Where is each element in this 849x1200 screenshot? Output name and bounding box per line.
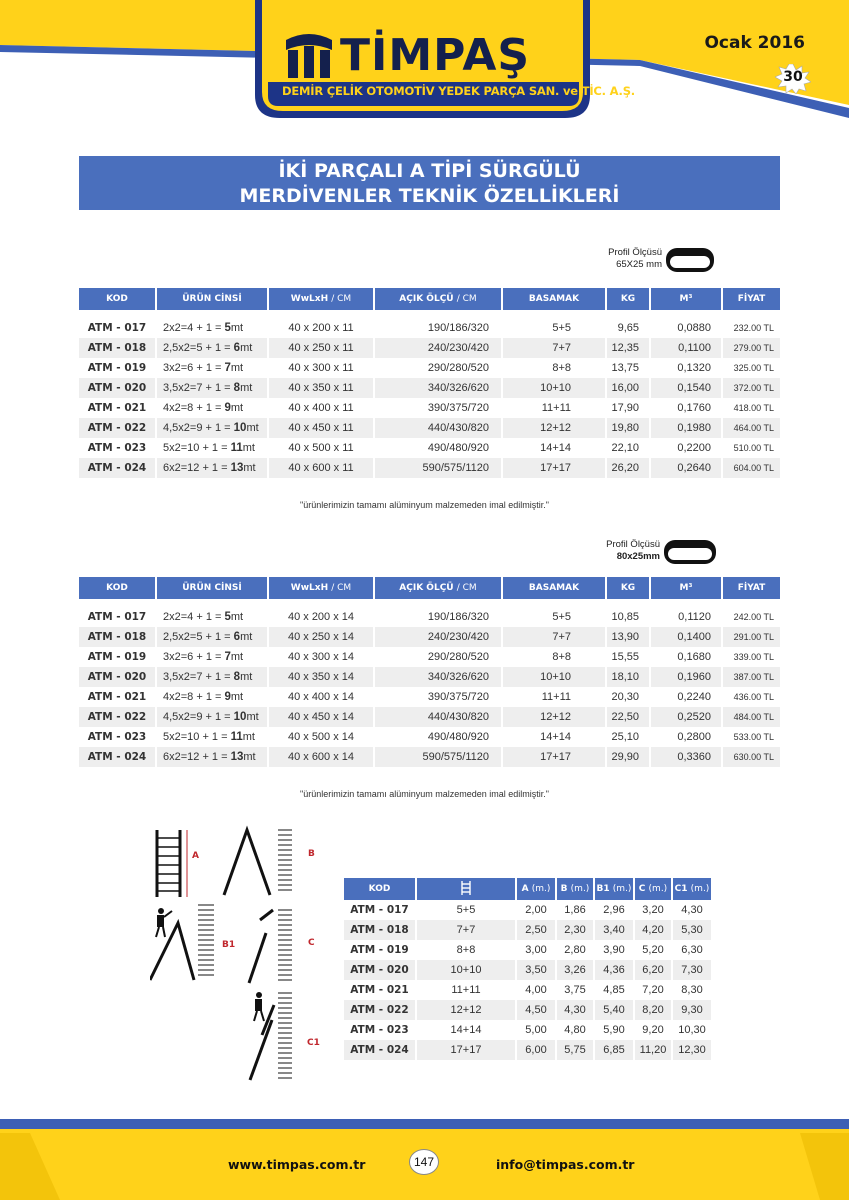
cell-a: 4,50 xyxy=(517,1000,557,1020)
table-row xyxy=(79,667,780,687)
cell-kod: ATM - 021 xyxy=(79,398,157,418)
cell-b: 3,26 xyxy=(557,960,595,980)
col-b: B (m.) xyxy=(557,878,595,900)
cell-m3: 0,2800 xyxy=(651,727,723,747)
col-kg: KG xyxy=(607,288,651,310)
cell-kg: 10,85 xyxy=(607,607,651,627)
cell-steps: 10+10 xyxy=(417,960,517,980)
cell-m3: 0,2640 xyxy=(651,458,723,478)
header-gap xyxy=(79,599,780,607)
cell-kod: ATM - 024 xyxy=(344,1040,417,1060)
cell-olcu: 40 x 350 x 14 xyxy=(269,667,375,687)
spec-table-65x25 xyxy=(79,288,780,478)
cell-urun: 6x2=12 + 1 = 13mt xyxy=(157,458,269,478)
ladder-diagram xyxy=(150,825,340,1090)
ladder-steps-icon xyxy=(460,881,472,895)
cell-kg: 26,20 xyxy=(607,458,651,478)
cell-b: 3,75 xyxy=(557,980,595,1000)
table-row xyxy=(79,647,780,667)
cell-a: 4,00 xyxy=(517,980,557,1000)
cell-fiyat: 232.00 TL xyxy=(723,318,780,338)
brand-tagline: DEMİR ÇELİK OTOMOTİV YEDEK PARÇA SAN. ve TİC. A.Ş. xyxy=(282,84,635,98)
cell-basamak: 11+11 xyxy=(503,687,607,707)
dim-label-b: B xyxy=(308,849,315,859)
cell-m3: 0,1760 xyxy=(651,398,723,418)
cell-olcu: 40 x 200 x 14 xyxy=(269,607,375,627)
cell-b1: 3,90 xyxy=(595,940,635,960)
table-row xyxy=(344,940,711,960)
cell-acik: 390/375/720 xyxy=(375,398,503,418)
cell-urun: 5x2=10 + 1 = 11mt xyxy=(157,438,269,458)
footer-email-link[interactable]: info@timpas.com.tr xyxy=(496,1157,635,1172)
profile-info-1 xyxy=(600,245,740,285)
cell-kod: ATM - 017 xyxy=(344,900,417,920)
table-row xyxy=(79,458,780,478)
col-basamak: BASAMAK xyxy=(503,288,607,310)
cell-kg: 22,10 xyxy=(607,438,651,458)
col-b1: B1 (m.) xyxy=(595,878,635,900)
footer-page-number: 147 xyxy=(409,1149,439,1175)
spec-table-80x25 xyxy=(79,577,780,767)
col-fiyat: FİYAT xyxy=(723,577,780,599)
cell-m3: 0,1980 xyxy=(651,418,723,438)
col-steps xyxy=(417,878,517,900)
cell-urun: 2,5x2=5 + 1 = 6mt xyxy=(157,338,269,358)
cell-basamak: 17+17 xyxy=(503,458,607,478)
cell-kod: ATM - 022 xyxy=(344,1000,417,1020)
cell-kod: ATM - 021 xyxy=(79,687,157,707)
table-row xyxy=(79,418,780,438)
cell-c1: 7,30 xyxy=(673,960,711,980)
dim-label-b1: B1 xyxy=(222,940,236,950)
col-m3: M³ xyxy=(651,288,723,310)
cell-a: 2,00 xyxy=(517,900,557,920)
cell-urun: 4x2=8 + 1 = 9mt xyxy=(157,687,269,707)
table-row xyxy=(79,338,780,358)
cell-acik: 290/280/520 xyxy=(375,647,503,667)
page-badge-number: 30 xyxy=(783,69,803,85)
cell-c: 3,20 xyxy=(635,900,673,920)
cell-steps: 14+14 xyxy=(417,1020,517,1040)
cell-acik: 440/430/820 xyxy=(375,707,503,727)
cell-b: 4,30 xyxy=(557,1000,595,1020)
cell-c: 9,20 xyxy=(635,1020,673,1040)
cell-olcu: 40 x 350 x 11 xyxy=(269,378,375,398)
col-acik: AÇIK ÖLÇÜ / CM xyxy=(375,577,503,599)
cell-fiyat: 418.00 TL xyxy=(723,398,780,418)
cell-kg: 13,75 xyxy=(607,358,651,378)
cell-m3: 0,1120 xyxy=(651,607,723,627)
cell-kod: ATM - 023 xyxy=(79,727,157,747)
cell-olcu: 40 x 400 x 14 xyxy=(269,687,375,707)
page-title xyxy=(79,156,780,210)
cell-kod: ATM - 021 xyxy=(344,980,417,1000)
cell-kg: 16,00 xyxy=(607,378,651,398)
cell-c: 6,20 xyxy=(635,960,673,980)
cell-a: 3,00 xyxy=(517,940,557,960)
cell-c1: 8,30 xyxy=(673,980,711,1000)
cell-b1: 4,85 xyxy=(595,980,635,1000)
col-a: A (m.) xyxy=(517,878,557,900)
col-basamak: BASAMAK xyxy=(503,577,607,599)
col-kod: KOD xyxy=(344,878,417,900)
cell-c1: 6,30 xyxy=(673,940,711,960)
cell-fiyat: 325.00 TL xyxy=(723,358,780,378)
cell-kod: ATM - 019 xyxy=(344,940,417,960)
col-fiyat: FİYAT xyxy=(723,288,780,310)
table-header xyxy=(344,878,711,900)
cell-urun: 3,5x2=7 + 1 = 8mt xyxy=(157,378,269,398)
cell-urun: 2x2=4 + 1 = 5mt xyxy=(157,607,269,627)
cell-b1: 3,40 xyxy=(595,920,635,940)
cell-kg: 22,50 xyxy=(607,707,651,727)
cell-fiyat: 630.00 TL xyxy=(723,747,780,767)
cell-urun: 4,5x2=9 + 1 = 10mt xyxy=(157,418,269,438)
cell-kod: ATM - 020 xyxy=(79,378,157,398)
issue-date: Ocak 2016 xyxy=(704,33,805,53)
cell-olcu: 40 x 600 x 14 xyxy=(269,747,375,767)
material-note-2: "ürünlerimizin tamamı alüminyum malzemeden imal edilmiştir." xyxy=(300,789,549,799)
cell-kod: ATM - 018 xyxy=(344,920,417,940)
cell-fiyat: 510.00 TL xyxy=(723,438,780,458)
cell-c: 11,20 xyxy=(635,1040,673,1060)
cell-urun: 4,5x2=9 + 1 = 10mt xyxy=(157,707,269,727)
cell-olcu: 40 x 300 x 11 xyxy=(269,358,375,378)
table-header xyxy=(79,288,780,310)
cell-basamak: 5+5 xyxy=(503,318,607,338)
cell-acik: 440/430/820 xyxy=(375,418,503,438)
table-header xyxy=(79,577,780,599)
cell-b: 5,75 xyxy=(557,1040,595,1060)
col-kod: KOD xyxy=(79,577,157,599)
cell-kod: ATM - 022 xyxy=(79,707,157,727)
cell-kg: 17,90 xyxy=(607,398,651,418)
cell-kod: ATM - 018 xyxy=(79,627,157,647)
cell-kg: 9,65 xyxy=(607,318,651,338)
brand-logo xyxy=(270,28,635,118)
col-acik: AÇIK ÖLÇÜ / CM xyxy=(375,288,503,310)
cell-basamak: 10+10 xyxy=(503,667,607,687)
cell-olcu: 40 x 400 x 11 xyxy=(269,398,375,418)
cell-kod: ATM - 019 xyxy=(79,647,157,667)
cell-urun: 3x2=6 + 1 = 7mt xyxy=(157,647,269,667)
cell-acik: 190/186/320 xyxy=(375,607,503,627)
cell-c: 4,20 xyxy=(635,920,673,940)
cell-urun: 2,5x2=5 + 1 = 6mt xyxy=(157,627,269,647)
material-note-1: "ürünlerimizin tamamı alüminyum malzemeden imal edilmiştir." xyxy=(300,500,549,510)
cell-urun: 5x2=10 + 1 = 11mt xyxy=(157,727,269,747)
cell-c: 7,20 xyxy=(635,980,673,1000)
cell-a: 5,00 xyxy=(517,1020,557,1040)
cell-b1: 6,85 xyxy=(595,1040,635,1060)
table-row xyxy=(79,727,780,747)
title-line-1: İKİ PARÇALI A TİPİ SÜRGÜLÜ xyxy=(278,160,581,182)
cell-basamak: 17+17 xyxy=(503,747,607,767)
cell-fiyat: 464.00 TL xyxy=(723,418,780,438)
cell-acik: 490/480/920 xyxy=(375,438,503,458)
cell-urun: 6x2=12 + 1 = 13mt xyxy=(157,747,269,767)
cell-m3: 0,1960 xyxy=(651,667,723,687)
cell-m3: 0,1540 xyxy=(651,378,723,398)
cell-m3: 0,1320 xyxy=(651,358,723,378)
cell-acik: 190/186/320 xyxy=(375,318,503,338)
table-row xyxy=(344,1020,711,1040)
page-badge xyxy=(775,64,811,94)
cell-basamak: 7+7 xyxy=(503,627,607,647)
header-gap xyxy=(79,310,780,318)
table-row xyxy=(79,398,780,418)
col-kod: KOD xyxy=(79,288,157,310)
cell-m3: 0,1680 xyxy=(651,647,723,667)
cell-basamak: 12+12 xyxy=(503,707,607,727)
table-row xyxy=(79,378,780,398)
cell-c1: 12,30 xyxy=(673,1040,711,1060)
cell-steps: 5+5 xyxy=(417,900,517,920)
cell-steps: 17+17 xyxy=(417,1040,517,1060)
cell-kg: 15,55 xyxy=(607,647,651,667)
cell-b: 1,86 xyxy=(557,900,595,920)
cell-a: 6,00 xyxy=(517,1040,557,1060)
cell-fiyat: 484.00 TL xyxy=(723,707,780,727)
cell-b: 2,80 xyxy=(557,940,595,960)
cell-acik: 490/480/920 xyxy=(375,727,503,747)
cell-acik: 290/280/520 xyxy=(375,358,503,378)
cell-b: 2,30 xyxy=(557,920,595,940)
cell-fiyat: 387.00 TL xyxy=(723,667,780,687)
cell-fiyat: 436.00 TL xyxy=(723,687,780,707)
dim-label-c1: C1 xyxy=(307,1038,320,1048)
table-row xyxy=(344,960,711,980)
cell-kod: ATM - 024 xyxy=(79,458,157,478)
cell-b1: 2,96 xyxy=(595,900,635,920)
cell-olcu: 40 x 250 x 14 xyxy=(269,627,375,647)
col-kg: KG xyxy=(607,577,651,599)
cell-kod: ATM - 020 xyxy=(344,960,417,980)
cell-steps: 7+7 xyxy=(417,920,517,940)
cell-basamak: 5+5 xyxy=(503,607,607,627)
cell-kod: ATM - 023 xyxy=(79,438,157,458)
cell-basamak: 10+10 xyxy=(503,378,607,398)
cell-kod: ATM - 023 xyxy=(344,1020,417,1040)
cell-fiyat: 533.00 TL xyxy=(723,727,780,747)
cell-kod: ATM - 018 xyxy=(79,338,157,358)
table-row xyxy=(79,358,780,378)
cell-olcu: 40 x 450 x 11 xyxy=(269,418,375,438)
cell-olcu: 40 x 200 x 11 xyxy=(269,318,375,338)
cell-b1: 5,40 xyxy=(595,1000,635,1020)
title-line-2: MERDİVENLER TEKNİK ÖZELLİKLERİ xyxy=(239,185,620,207)
col-urun: ÜRÜN CİNSİ xyxy=(157,288,269,310)
cell-kod: ATM - 017 xyxy=(79,607,157,627)
cell-steps: 12+12 xyxy=(417,1000,517,1020)
cell-urun: 2x2=4 + 1 = 5mt xyxy=(157,318,269,338)
cell-acik: 340/326/620 xyxy=(375,667,503,687)
cell-urun: 4x2=8 + 1 = 9mt xyxy=(157,398,269,418)
cell-olcu: 40 x 250 x 11 xyxy=(269,338,375,358)
cell-kg: 19,80 xyxy=(607,418,651,438)
cell-fiyat: 279.00 TL xyxy=(723,338,780,358)
cell-fiyat: 291.00 TL xyxy=(723,627,780,647)
col-c1: C1 (m.) xyxy=(673,878,711,900)
cell-kg: 18,10 xyxy=(607,667,651,687)
cell-c: 5,20 xyxy=(635,940,673,960)
profile-label: Profil Ölçüsü 65X25 mm xyxy=(608,247,662,270)
table-row xyxy=(344,1040,711,1060)
table-row xyxy=(79,707,780,727)
cell-urun: 3,5x2=7 + 1 = 8mt xyxy=(157,667,269,687)
table-row xyxy=(79,687,780,707)
cell-basamak: 11+11 xyxy=(503,398,607,418)
profile-section-icon xyxy=(664,245,716,275)
cell-basamak: 14+14 xyxy=(503,727,607,747)
cell-kod: ATM - 017 xyxy=(79,318,157,338)
col-c: C (m.) xyxy=(635,878,673,900)
col-urun: ÜRÜN CİNSİ xyxy=(157,577,269,599)
table-row xyxy=(344,920,711,940)
ladder-illustration xyxy=(150,825,340,1090)
cell-olcu: 40 x 500 x 14 xyxy=(269,727,375,747)
col-olcu: WwLxH / CM xyxy=(269,577,375,599)
cell-kod: ATM - 022 xyxy=(79,418,157,438)
cell-m3: 0,1400 xyxy=(651,627,723,647)
cell-m3: 0,3360 xyxy=(651,747,723,767)
col-olcu: WwLxH / CM xyxy=(269,288,375,310)
cell-basamak: 7+7 xyxy=(503,338,607,358)
table-row xyxy=(344,980,711,1000)
cell-acik: 240/230/420 xyxy=(375,338,503,358)
footer-website-link[interactable]: www.timpas.com.tr xyxy=(228,1157,366,1172)
timpas-logo-icon xyxy=(282,32,336,78)
table-row xyxy=(79,627,780,647)
cell-c1: 9,30 xyxy=(673,1000,711,1020)
brand-name: TİMPAŞ xyxy=(340,30,531,81)
cell-basamak: 12+12 xyxy=(503,418,607,438)
cell-m3: 0,2240 xyxy=(651,687,723,707)
cell-c1: 4,30 xyxy=(673,900,711,920)
cell-steps: 8+8 xyxy=(417,940,517,960)
table-row xyxy=(79,438,780,458)
cell-kg: 25,10 xyxy=(607,727,651,747)
dim-label-c: C xyxy=(308,938,315,948)
cell-acik: 240/230/420 xyxy=(375,627,503,647)
dim-label-a: A xyxy=(192,851,199,861)
cell-kod: ATM - 024 xyxy=(79,747,157,767)
cell-fiyat: 604.00 TL xyxy=(723,458,780,478)
cell-kod: ATM - 020 xyxy=(79,667,157,687)
cell-fiyat: 339.00 TL xyxy=(723,647,780,667)
cell-basamak: 8+8 xyxy=(503,647,607,667)
cell-acik: 390/375/720 xyxy=(375,687,503,707)
cell-c1: 5,30 xyxy=(673,920,711,940)
cell-basamak: 8+8 xyxy=(503,358,607,378)
cell-kod: ATM - 019 xyxy=(79,358,157,378)
table-row xyxy=(79,607,780,627)
cell-olcu: 40 x 300 x 14 xyxy=(269,647,375,667)
col-m3: M³ xyxy=(651,577,723,599)
table-row xyxy=(79,318,780,338)
cell-kg: 29,90 xyxy=(607,747,651,767)
cell-kg: 13,90 xyxy=(607,627,651,647)
cell-a: 3,50 xyxy=(517,960,557,980)
cell-m3: 0,0880 xyxy=(651,318,723,338)
cell-c: 8,20 xyxy=(635,1000,673,1020)
cell-b1: 5,90 xyxy=(595,1020,635,1040)
table-row xyxy=(79,747,780,767)
cell-kg: 12,35 xyxy=(607,338,651,358)
cell-olcu: 40 x 450 x 14 xyxy=(269,707,375,727)
cell-m3: 0,1100 xyxy=(651,338,723,358)
cell-acik: 590/575/1120 xyxy=(375,747,503,767)
cell-b: 4,80 xyxy=(557,1020,595,1040)
profile-label: Profil Ölçüsü 80x25mm xyxy=(606,539,660,562)
table-row xyxy=(344,900,711,920)
cell-c1: 10,30 xyxy=(673,1020,711,1040)
profile-info-2 xyxy=(598,537,738,577)
cell-fiyat: 372.00 TL xyxy=(723,378,780,398)
table-row xyxy=(344,1000,711,1020)
cell-steps: 11+11 xyxy=(417,980,517,1000)
cell-basamak: 14+14 xyxy=(503,438,607,458)
dimension-table xyxy=(344,878,711,1060)
cell-b1: 4,36 xyxy=(595,960,635,980)
cell-urun: 3x2=6 + 1 = 7mt xyxy=(157,358,269,378)
cell-a: 2,50 xyxy=(517,920,557,940)
cell-fiyat: 242.00 TL xyxy=(723,607,780,627)
cell-acik: 590/575/1120 xyxy=(375,458,503,478)
cell-m3: 0,2200 xyxy=(651,438,723,458)
cell-olcu: 40 x 500 x 11 xyxy=(269,438,375,458)
cell-acik: 340/326/620 xyxy=(375,378,503,398)
cell-kg: 20,30 xyxy=(607,687,651,707)
cell-m3: 0,2520 xyxy=(651,707,723,727)
profile-section-icon xyxy=(662,537,718,567)
cell-olcu: 40 x 600 x 11 xyxy=(269,458,375,478)
